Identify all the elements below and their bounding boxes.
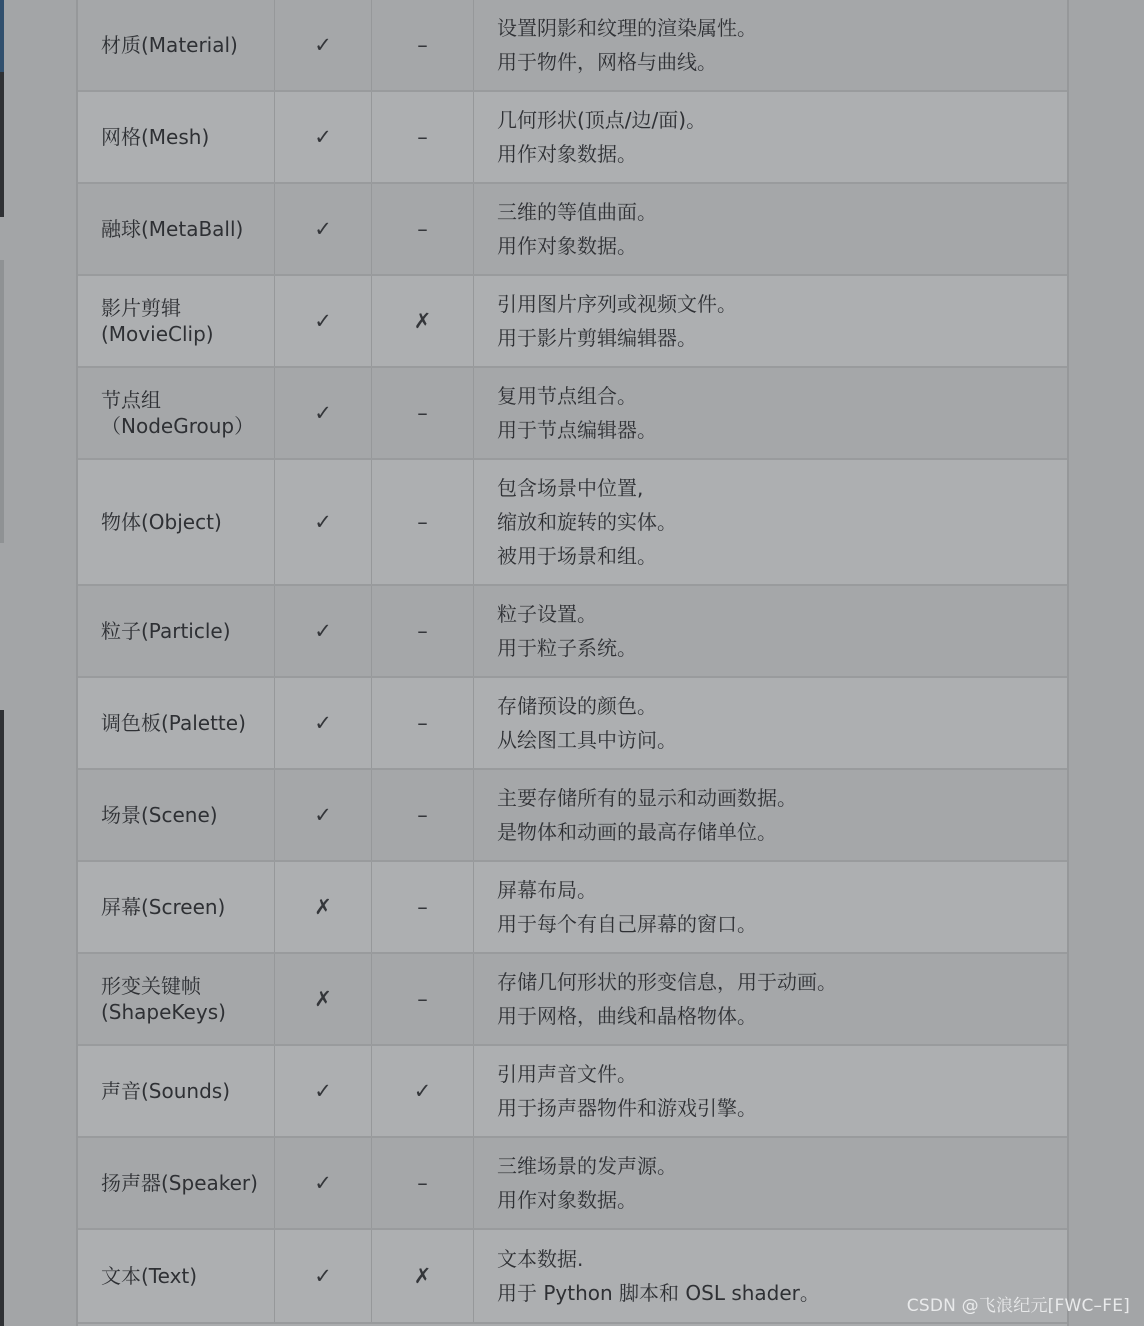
table-row [78,368,1067,460]
pack-cell [372,92,474,182]
type-name: 材质(Material) [101,33,238,57]
type-name: 形变关键帧 (ShapeKeys) [101,974,226,1024]
description-line: 主要存储所有的显示和动画数据。 [497,786,797,810]
pack-cell [372,770,474,860]
type-name: 节点组 （NodeGroup） [101,388,255,438]
link-cell [275,678,372,768]
link-cell [275,184,372,274]
link-cell [275,276,372,366]
pack-cell [372,954,474,1044]
table-row [78,276,1067,368]
description-cell [474,0,1067,90]
link-cell [275,1230,372,1322]
pack-cell [372,0,474,90]
link-cell [275,586,372,676]
description-line: 文本数据. [497,1247,584,1271]
description-line: 几何形状(顶点/边/面)。 [497,108,707,132]
dash-icon: – [417,217,428,241]
description-line: 用于 Python 脚本和 OSL shader。 [497,1281,820,1305]
check-mark-icon: ✓ [314,33,332,57]
description-cell [474,1138,1067,1228]
type-cell [78,954,275,1044]
table-row [78,862,1067,954]
description-cell [474,184,1067,274]
link-cell [275,1138,372,1228]
description-line: 从绘图工具中访问。 [497,728,677,752]
description-line: 用作对象数据。 [497,142,637,166]
pack-cell [372,1046,474,1136]
type-cell [78,586,275,676]
dash-icon: – [417,895,428,919]
table-row [78,460,1067,586]
dash-icon: – [417,619,428,643]
type-cell [78,1138,275,1228]
dash-icon: – [417,987,428,1011]
description-line: 用于物件，网格与曲线。 [497,50,717,74]
table-row [78,954,1067,1046]
type-name: 粒子(Particle) [101,619,231,643]
cross-mark-icon: ✗ [314,895,332,919]
type-name: 声音(Sounds) [101,1079,231,1103]
table-row [78,678,1067,770]
dash-icon: – [417,401,428,425]
pack-cell [372,1230,474,1322]
dash-icon: – [417,803,428,827]
check-mark-icon: ✓ [314,1171,332,1195]
table-row [78,184,1067,276]
type-name: 文本(Text) [101,1264,198,1288]
left-edge-strip [0,0,4,1326]
description-line: 复用节点组合。 [497,384,637,408]
description-line: 包含场景中位置, [497,476,644,500]
link-cell [275,460,372,584]
table-row [78,770,1067,862]
type-name: 屏幕(Screen) [101,895,226,919]
check-mark-icon: ✓ [314,711,332,735]
check-mark-icon: ✓ [314,510,332,534]
link-cell [275,862,372,952]
check-mark-icon: ✓ [314,1079,332,1103]
cross-mark-icon: ✗ [413,1264,432,1288]
link-cell [275,92,372,182]
cross-mark-icon: ✗ [413,309,432,333]
type-cell [78,276,275,366]
type-name: 网格(Mesh) [101,125,210,149]
description-cell [474,276,1067,366]
link-cell [275,770,372,860]
description-cell [474,92,1067,182]
description-line: 用于网格，曲线和晶格物体。 [497,1004,757,1028]
link-cell [275,1046,372,1136]
pack-cell [372,862,474,952]
type-name: 扬声器(Speaker) [101,1171,258,1195]
table-row [78,1138,1067,1230]
description-line: 用作对象数据。 [497,1188,637,1212]
description-line: 用于节点编辑器。 [497,418,657,442]
description-cell [474,678,1067,768]
dash-icon: – [417,125,428,149]
description-line: 引用图片序列或视频文件。 [497,292,737,316]
description-line: 存储几何形状的形变信息，用于动画。 [497,970,837,994]
type-name: 场景(Scene) [101,803,218,827]
data-block-table [76,0,1069,1326]
description-line: 三维场景的发声源。 [497,1154,677,1178]
pack-cell [372,1138,474,1228]
description-line: 用于粒子系统。 [497,636,637,660]
description-line: 三维的等值曲面。 [497,200,657,224]
description-cell [474,586,1067,676]
check-mark-icon: ✓ [314,803,332,827]
table-row [78,586,1067,678]
type-cell [78,862,275,952]
type-name: 影片剪辑 (MovieClip) [101,296,214,346]
description-line: 用于每个有自己屏幕的窗口。 [497,912,757,936]
description-line: 用于影片剪辑编辑器。 [497,326,697,350]
dash-icon: – [417,1171,428,1195]
description-line: 屏幕布局。 [497,878,597,902]
type-cell [78,92,275,182]
type-cell [78,1230,275,1322]
type-cell [78,368,275,458]
type-name: 物体(Object) [101,510,222,534]
table-row [78,0,1067,92]
link-cell [275,954,372,1044]
type-cell [78,1046,275,1136]
pack-cell [372,678,474,768]
type-cell [78,460,275,584]
description-line: 粒子设置。 [497,602,597,626]
dash-icon: – [417,510,428,534]
cross-mark-icon: ✗ [314,987,332,1011]
check-mark-icon: ✓ [314,217,332,241]
description-cell [474,368,1067,458]
dash-icon: – [417,33,428,57]
description-line: 引用声音文件。 [497,1062,637,1086]
watermark: CSDN @飞浪纪元[FWC–FE] [906,1296,1130,1316]
type-name: 调色板(Palette) [101,711,246,735]
type-cell [78,0,275,90]
description-line: 存储预设的颜色。 [497,694,657,718]
description-line: 用作对象数据。 [497,234,637,258]
link-cell [275,0,372,90]
pack-cell [372,184,474,274]
pack-cell [372,276,474,366]
table-row [78,1046,1067,1138]
description-line: 用于扬声器物件和游戏引擎。 [497,1096,757,1120]
description-cell [474,1046,1067,1136]
description-line: 是物体和动画的最高存储单位。 [497,820,777,844]
type-name: 融球(MetaBall) [101,217,244,241]
check-mark-icon: ✓ [314,125,332,149]
check-mark-icon: ✓ [314,619,332,643]
check-mark-icon: ✓ [314,1264,332,1288]
description-line: 被用于场景和组。 [497,544,657,568]
description-cell [474,460,1067,584]
check-mark-icon: ✓ [314,401,332,425]
type-cell [78,770,275,860]
description-cell [474,954,1067,1044]
description-cell [474,770,1067,860]
description-cell [474,862,1067,952]
table-row [78,92,1067,184]
check-mark-icon: ✓ [314,309,332,333]
type-cell [78,678,275,768]
check-mark-icon: ✓ [413,1079,432,1103]
type-cell [78,184,275,274]
dash-icon: – [417,711,428,735]
pack-cell [372,368,474,458]
pack-cell [372,586,474,676]
description-line: 设置阴影和纹理的渲染属性。 [497,16,757,40]
pack-cell [372,460,474,584]
link-cell [275,368,372,458]
description-line: 缩放和旋转的实体。 [497,510,677,534]
